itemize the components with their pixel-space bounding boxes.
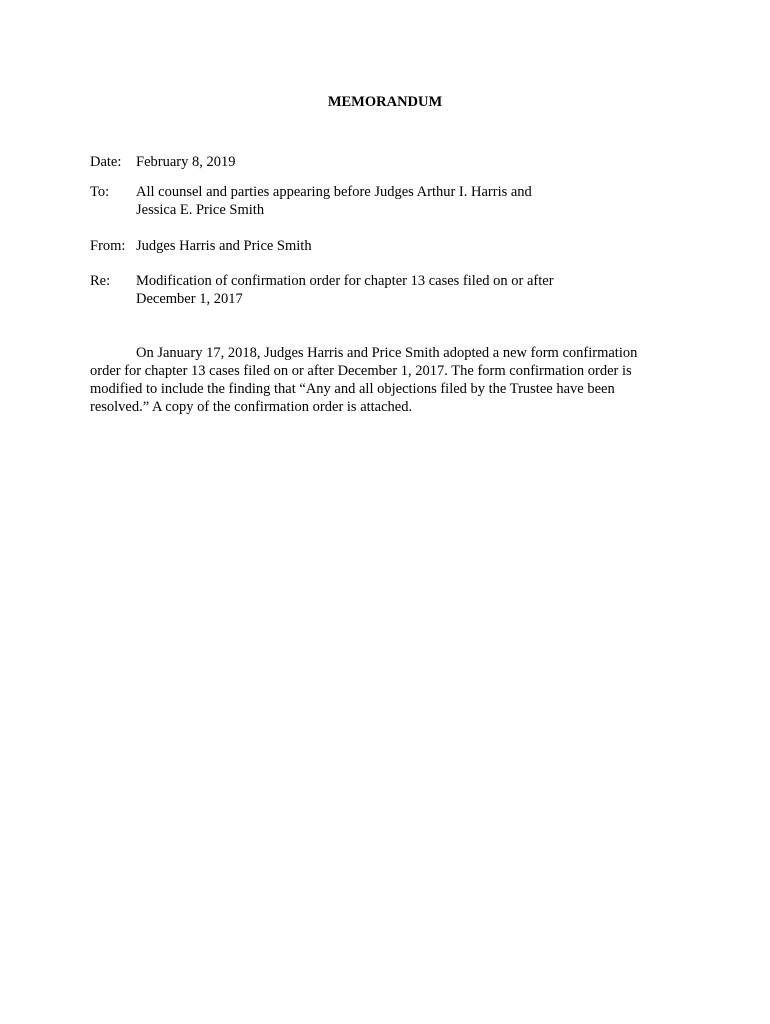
- to-line: Jessica E. Price Smith: [136, 202, 265, 218]
- body-line: resolved.” A copy of the confirmation order is attached.: [90, 399, 413, 415]
- from-value: [136, 237, 696, 255]
- body-line: order for chapter 13 cases filed on or after December 1, 2017. The form confirmation order is: [90, 363, 632, 379]
- from-label: From:: [90, 238, 126, 254]
- re-line: Modification of confirmation order for chapter 13 cases filed on or after: [136, 273, 554, 289]
- to-value: [136, 183, 696, 219]
- from-text: Judges Harris and Price Smith: [136, 238, 312, 254]
- date-label: Date:: [90, 154, 122, 170]
- memo-title: MEMORANDUM: [327, 94, 443, 110]
- to-label: To:: [90, 184, 110, 200]
- date-text: February 8, 2019: [136, 154, 236, 170]
- body-line: modified to include the finding that “Any and all objections filed by the Trustee have been: [90, 381, 615, 397]
- re-line: December 1, 2017: [136, 291, 243, 307]
- date-value: [136, 153, 696, 171]
- memo-body-paragraph: [90, 344, 670, 416]
- re-value: [136, 272, 696, 308]
- body-line: On January 17, 2018, Judges Harris and Price Smith adopted a new form confirmation: [136, 345, 638, 361]
- re-label: Re:: [90, 273, 111, 289]
- to-line: All counsel and parties appearing before Judges Arthur I. Harris and: [136, 184, 532, 200]
